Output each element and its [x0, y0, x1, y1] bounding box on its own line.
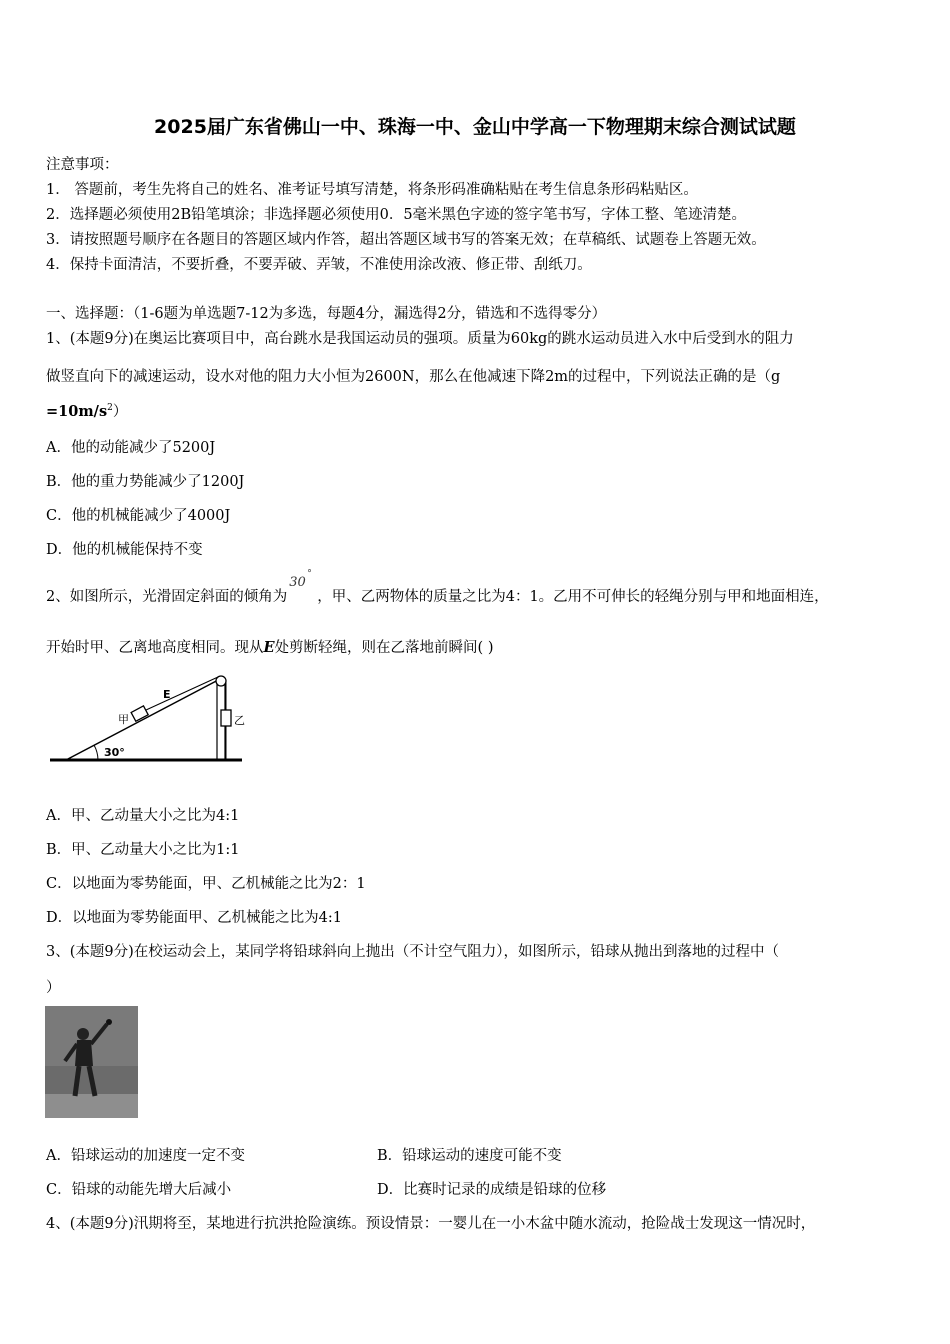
q1-paren: ）	[112, 404, 128, 420]
option: A．他的动能减少了5200J	[46, 440, 216, 456]
question-1-line	[46, 400, 127, 421]
shot-put-photo	[45, 1006, 138, 1118]
question-1-line: 做竖直向下的减速运动，设水对他的阻力大小恒为2600N，那么在他减速下降2m的过程中，下列说法正确的是（g	[46, 369, 781, 385]
question-1-line: 1、(本题9分)在奥运比赛项目中，高台跳水是我国运动员的强项。质量为60kg的跳水运动员进入水中后受到水的阻力	[46, 331, 794, 347]
option: B．铅球运动的速度可能不变	[377, 1148, 562, 1164]
section-heading: 一、选择题：（1-6题为单选题7-12为多选，每题4分，漏选得2分，错选和不选得零分）	[46, 306, 607, 322]
label-angle: 30°	[104, 746, 125, 759]
page-title: 2025届广东省佛山一中、珠海一中、金山中学高一下物理期末综合测试试题	[154, 116, 796, 138]
degree-symbol: °	[307, 569, 312, 579]
option: C．他的机械能减少了4000J	[46, 508, 231, 524]
athlete-head	[77, 1028, 89, 1040]
angle-value: 30	[289, 575, 306, 590]
photo-ground	[45, 1094, 138, 1118]
incline-surface	[66, 678, 222, 760]
question-2-line	[46, 569, 829, 606]
notice-item: 1． 答题前，考生先将自己的姓名、准考证号填写清楚，将条形码准确粘贴在考生信息条形码粘贴区。	[46, 182, 698, 198]
angle-arc	[94, 745, 98, 760]
notice-item: 2．选择题必须使用2B铅笔填涂；非选择题必须使用0．5毫米黑色字迹的签字笔书写，字体工整、笔迹清楚。	[46, 207, 747, 223]
notice-item: 4．保持卡面清洁，不要折叠，不要弄破、弄皱，不准使用涂改液、修正带、刮纸刀。	[46, 257, 592, 273]
question-2-line	[46, 636, 493, 657]
question-3-line: 3、(本题9分)在校运动会上，某同学将铅球斜向上抛出（不计空气阻力），如图所示，铅球从抛出到落地的过程中（	[46, 944, 780, 960]
option: A．铅球运动的加速度一定不变	[46, 1148, 245, 1164]
question-3-line: ）	[46, 980, 61, 996]
shot-ball	[106, 1019, 112, 1025]
option: A．甲、乙动量大小之比为4:1	[46, 808, 240, 824]
question-4-line: 4、(本题9分)汛期将至，某地进行抗洪抢险演练。预设情景：一婴儿在一小木盆中随水流动，抢险战士发现这一情况时，	[46, 1216, 816, 1232]
athlete-body	[75, 1040, 93, 1066]
label-yi: 乙	[234, 714, 245, 727]
label-e: E	[163, 688, 171, 701]
option: C．铅球的动能先增大后减小	[46, 1182, 232, 1198]
notice-item: 3．请按照题号顺序在各题目的答题区域内作答，超出答题区域书写的答案无效；在草稿纸、试题卷上答题无效。	[46, 232, 766, 248]
option: D．比赛时记录的成绩是铅球的位移	[377, 1182, 607, 1198]
q2-text: 2、如图所示，光滑固定斜面的倾角为	[46, 589, 288, 605]
q1-unit-sup: 2	[107, 403, 113, 414]
incline-figure	[46, 672, 246, 772]
block-yi	[221, 710, 231, 726]
rope	[146, 677, 218, 710]
option: D．以地面为零势能面甲、乙机械能之比为4:1	[46, 910, 342, 926]
q1-unit: =10m/s	[46, 403, 108, 420]
option: B．甲、乙动量大小之比为1:1	[46, 842, 240, 858]
q2-text: 处剪断轻绳，则在乙落地前瞬间( )	[274, 640, 494, 656]
q2-text: ，甲、乙两物体的质量之比为4：1。乙用不可伸长的轻绳分别与甲和地面相连，	[317, 589, 829, 605]
point-e: E	[263, 639, 275, 656]
option: C．以地面为零势能面，甲、乙机械能之比为2：1	[46, 876, 366, 892]
option: D．他的机械能保持不变	[46, 542, 203, 558]
label-jia: 甲	[118, 713, 129, 726]
option: B．他的重力势能减少了1200J	[46, 474, 245, 490]
notice-heading: 注意事项：	[46, 157, 119, 173]
q2-text: 开始时甲、乙离地高度相同。现从	[46, 640, 264, 656]
